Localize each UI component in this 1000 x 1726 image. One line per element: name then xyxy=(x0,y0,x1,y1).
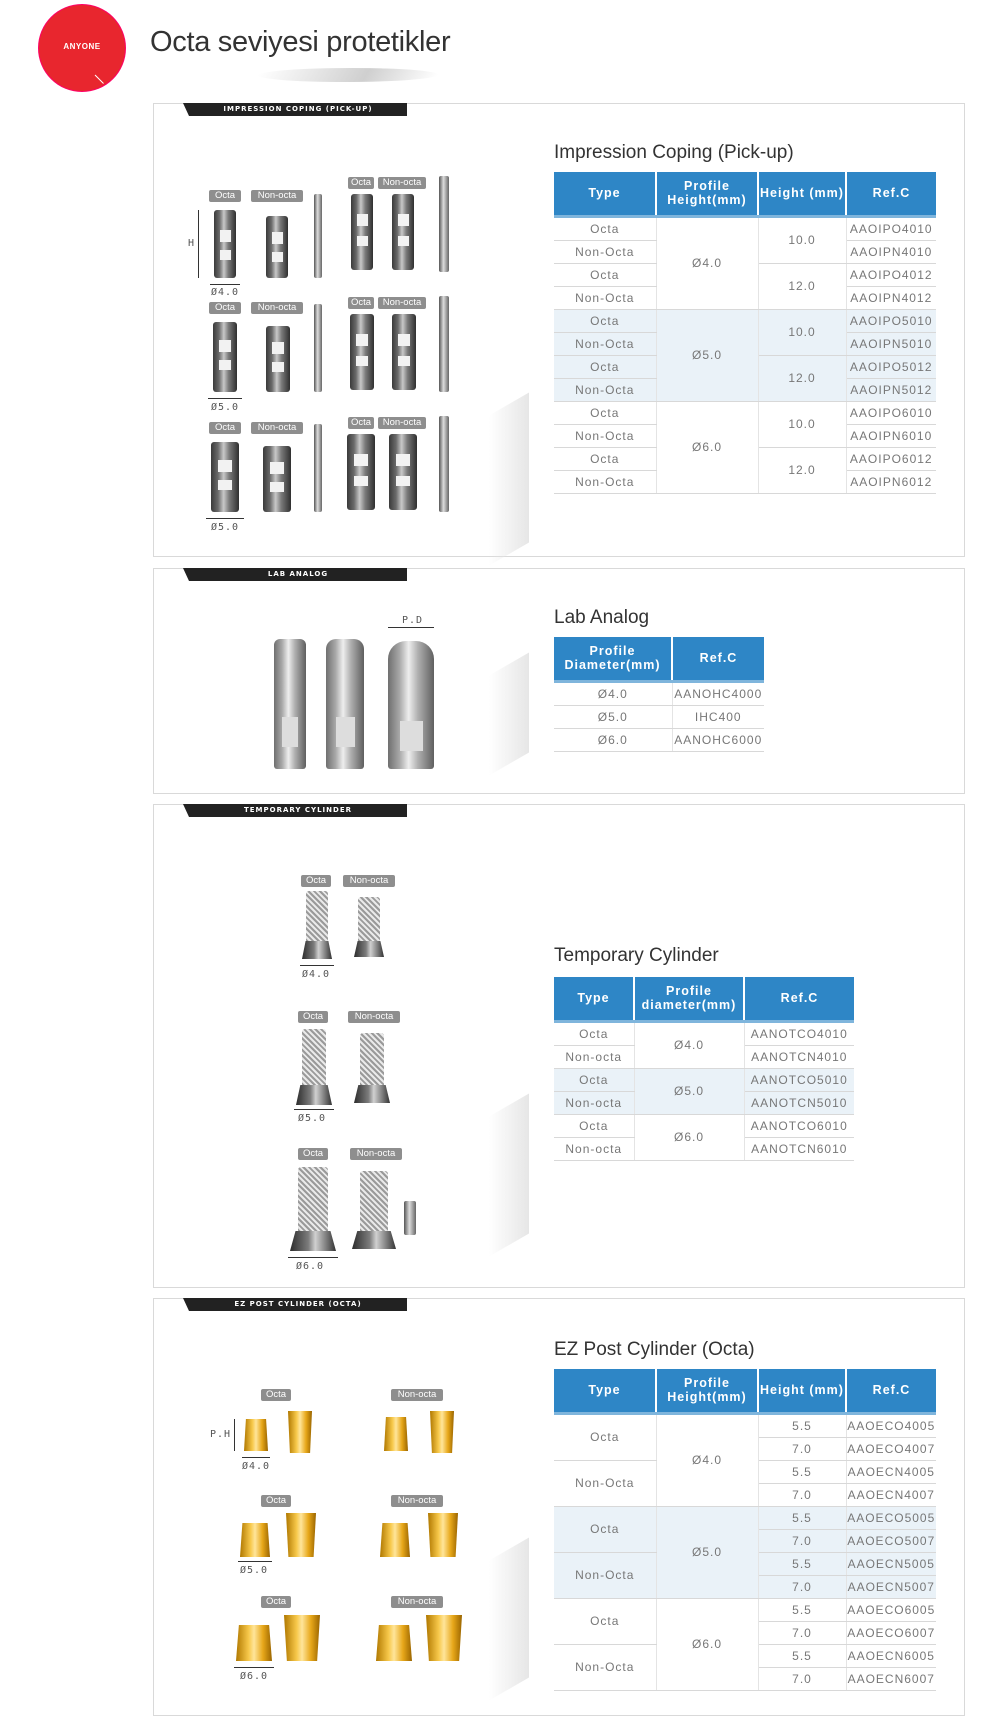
type-cell: Octa xyxy=(554,216,656,240)
ref-cell: AAOECO6005 xyxy=(846,1598,936,1621)
octa-cylinder-base xyxy=(296,1085,332,1105)
profile-cell: Ø6.0 xyxy=(634,1114,744,1160)
height-cell: 7.0 xyxy=(758,1575,846,1598)
octa-chip: Octa xyxy=(298,1148,328,1160)
diameter-label: Ø6.0 xyxy=(296,1261,325,1272)
non-octa-gold-cylinder-tall-figure xyxy=(428,1513,458,1557)
ref-cell: AAOECN4005 xyxy=(846,1460,936,1483)
ref-cell: AAOECO4005 xyxy=(846,1413,936,1437)
type-cell: Octa xyxy=(554,1506,656,1552)
column-header: Profile Height(mm) xyxy=(656,172,758,216)
ref-cell: AAOECN4007 xyxy=(846,1483,936,1506)
octa-gold-cylinder-figure xyxy=(244,1419,268,1451)
diameter-label: Ø5.0 xyxy=(211,402,240,413)
section-title: EZ Post Cylinder (Octa) xyxy=(554,1339,755,1360)
non-octa-coping-wide-figure xyxy=(263,446,291,512)
ref-cell: AAOECN6005 xyxy=(846,1644,936,1667)
octa-cylinder-base xyxy=(290,1231,336,1251)
octa-gold-cylinder-tall-figure xyxy=(284,1615,320,1661)
guide-pin-figure xyxy=(439,176,449,272)
height-cell: 10.0 xyxy=(758,216,846,263)
type-cell: Non-octa xyxy=(554,1137,634,1160)
ref-cell: AANOTCN4010 xyxy=(744,1045,854,1068)
type-cell: Octa xyxy=(554,309,656,332)
ref-cell: AANOTCN6010 xyxy=(744,1137,854,1160)
profile-cell: Ø6.0 xyxy=(656,1598,758,1690)
table-row xyxy=(554,1114,854,1137)
ref-cell: AAOIPO5012 xyxy=(846,355,936,378)
lab-analog-table xyxy=(554,637,764,752)
non-octa-chip: Non-octa xyxy=(251,302,303,314)
column-header: Ref.C xyxy=(672,637,764,681)
column-header: Profile Diameter(mm) xyxy=(554,637,672,681)
non-octa-cylinder-figure xyxy=(358,897,380,941)
type-cell: Octa xyxy=(554,355,656,378)
diameter-label: Ø6.0 xyxy=(240,1671,269,1682)
table-header-row xyxy=(554,637,764,681)
ref-cell: AAOECN5005 xyxy=(846,1552,936,1575)
table-row xyxy=(554,705,764,728)
type-cell: Non-Octa xyxy=(554,378,656,401)
section-title: Impression Coping (Pick-up) xyxy=(554,142,794,163)
type-cell: Non-Octa xyxy=(554,1552,656,1598)
height-cell: 5.5 xyxy=(758,1598,846,1621)
type-cell: Non-octa xyxy=(554,1045,634,1068)
octa-cylinder-figure xyxy=(298,1167,328,1231)
guide-pin-figure xyxy=(439,296,449,392)
ref-cell: AAOIPO6010 xyxy=(846,401,936,424)
non-octa-chip: Non-octa xyxy=(350,1148,402,1160)
table-row xyxy=(554,1068,854,1091)
table-header-row xyxy=(554,1369,936,1413)
type-cell: Octa xyxy=(554,447,656,470)
non-octa-cylinder-base xyxy=(352,1231,396,1249)
diameter-label: Ø4.0 xyxy=(302,969,331,980)
column-header: Profile diameter(mm) xyxy=(634,977,744,1021)
ref-cell: AANOHC6000 xyxy=(672,728,764,751)
height-cell: 5.5 xyxy=(758,1413,846,1437)
column-header: Ref.C xyxy=(846,172,936,216)
height-cell: 5.5 xyxy=(758,1506,846,1529)
guide-pin-figure xyxy=(314,424,322,512)
type-cell: Non-Octa xyxy=(554,1460,656,1506)
octa-chip: Octa xyxy=(261,1389,291,1401)
table-row xyxy=(554,309,936,332)
octa-gold-cylinder-figure xyxy=(236,1625,272,1661)
non-octa-gold-cylinder-figure xyxy=(384,1417,408,1451)
decorative-swoosh xyxy=(489,1093,529,1256)
non-octa-chip: Non-octa xyxy=(348,1011,400,1023)
section-tag: EZ POST CYLINDER (OCTA) xyxy=(189,1298,407,1311)
non-octa-cylinder-base xyxy=(354,941,384,957)
table-header-row xyxy=(554,172,936,216)
diameter-label: Ø4.0 xyxy=(242,1461,271,1472)
profile-cell: Ø4.0 xyxy=(656,216,758,309)
height-cell: 7.0 xyxy=(758,1529,846,1552)
ref-cell: AAOIPN6010 xyxy=(846,424,936,447)
ref-cell: AAOIPO4010 xyxy=(846,216,936,240)
logo-text: ANYONE xyxy=(63,42,101,51)
ref-cell: AAOECO5007 xyxy=(846,1529,936,1552)
table-header-row xyxy=(554,977,854,1021)
octa-chip: Octa xyxy=(298,1011,328,1023)
octa-cylinder-base xyxy=(302,941,332,959)
type-cell: Octa xyxy=(554,263,656,286)
height-cell: 12.0 xyxy=(758,263,846,309)
non-octa-coping-long-figure xyxy=(392,194,414,270)
type-cell: Non-Octa xyxy=(554,286,656,309)
profile-cell: Ø4.0 xyxy=(634,1021,744,1068)
guide-pin-figure xyxy=(439,416,449,512)
non-octa-chip: Non-octa xyxy=(378,297,426,309)
ref-cell: AAOECO5005 xyxy=(846,1506,936,1529)
height-cell: 5.5 xyxy=(758,1644,846,1667)
guide-pin-figure xyxy=(314,194,322,278)
profile-cell: Ø5.0 xyxy=(656,309,758,401)
table-row xyxy=(554,1021,854,1045)
height-cell: 12.0 xyxy=(758,447,846,493)
lab-analog-section xyxy=(153,568,965,794)
table-row xyxy=(554,1413,936,1437)
decorative-swoosh xyxy=(489,1537,529,1700)
non-octa-cylinder-base xyxy=(354,1085,390,1103)
diameter-cell: Ø4.0 xyxy=(554,681,672,705)
octa-chip: Octa xyxy=(348,417,374,429)
ez-post-cylinder-section xyxy=(153,1298,965,1716)
page-title: Octa seviyesi protetikler xyxy=(150,26,451,58)
ref-cell: AAOIPO4012 xyxy=(846,263,936,286)
octa-chip: Octa xyxy=(261,1596,291,1608)
height-cell: 7.0 xyxy=(758,1621,846,1644)
non-octa-coping-figure xyxy=(266,216,288,278)
profile-cell: Ø5.0 xyxy=(656,1506,758,1598)
octa-gold-cylinder-tall-figure xyxy=(288,1411,312,1453)
diameter-label: Ø4.0 xyxy=(211,287,240,298)
title-swoosh xyxy=(254,68,442,82)
type-cell: Non-Octa xyxy=(554,332,656,355)
octa-coping-long-figure xyxy=(350,314,374,390)
temporary-cylinder-section xyxy=(153,804,965,1288)
type-cell: Non-Octa xyxy=(554,470,656,493)
height-cell: 10.0 xyxy=(758,309,846,355)
column-header: Type xyxy=(554,1369,656,1413)
profile-cell: Ø4.0 xyxy=(656,1413,758,1506)
profile-height-label: P.H xyxy=(210,1429,232,1440)
lab-analog-4-figure xyxy=(274,639,306,769)
type-cell: Octa xyxy=(554,1068,634,1091)
octa-chip: Octa xyxy=(301,875,331,887)
height-cell: 7.0 xyxy=(758,1437,846,1460)
ref-cell: AANOTCO5010 xyxy=(744,1068,854,1091)
octa-coping-long-figure xyxy=(347,434,375,510)
height-cell: 5.5 xyxy=(758,1460,846,1483)
guide-pin-figure xyxy=(314,304,322,392)
impression-coping-table xyxy=(554,172,936,494)
octa-gold-cylinder-figure xyxy=(240,1523,270,1557)
non-octa-gold-cylinder-figure xyxy=(376,1625,412,1661)
table-row xyxy=(554,728,764,751)
brand-logo xyxy=(39,5,125,91)
type-cell: Octa xyxy=(554,1021,634,1045)
non-octa-coping-long-figure xyxy=(392,314,416,390)
type-cell: Non-Octa xyxy=(554,1644,656,1690)
ref-cell: AAOIPO6012 xyxy=(846,447,936,470)
ref-cell: AAOIPN5012 xyxy=(846,378,936,401)
lab-analog-6-figure xyxy=(388,641,434,769)
ref-cell: AANOHC4000 xyxy=(672,681,764,705)
non-octa-chip: Non-octa xyxy=(391,1495,443,1507)
non-octa-chip: Non-octa xyxy=(343,875,395,887)
type-cell: Octa xyxy=(554,1114,634,1137)
non-octa-chip: Non-octa xyxy=(251,422,303,434)
table-row xyxy=(554,1506,936,1529)
octa-cylinder-figure xyxy=(302,1029,326,1085)
non-octa-chip: Non-octa xyxy=(251,190,303,202)
impression-coping-section xyxy=(153,103,965,557)
octa-coping-figure xyxy=(213,322,237,392)
non-octa-chip: Non-octa xyxy=(378,417,426,429)
ref-cell: AAOIPN4010 xyxy=(846,240,936,263)
ref-cell: AAOECN5007 xyxy=(846,1575,936,1598)
octa-chip: Octa xyxy=(261,1495,291,1507)
non-octa-chip: Non-octa xyxy=(391,1596,443,1608)
ref-cell: AAOIPN4012 xyxy=(846,286,936,309)
column-header: Type xyxy=(554,172,656,216)
non-octa-gold-cylinder-tall-figure xyxy=(430,1411,454,1453)
profile-cell: Ø5.0 xyxy=(634,1068,744,1114)
section-tag: LAB ANALOG xyxy=(189,568,407,581)
type-cell: Octa xyxy=(554,401,656,424)
profile-diameter-label: P.D xyxy=(402,615,424,626)
table-row xyxy=(554,401,936,424)
ref-cell: AAOIPN5010 xyxy=(846,332,936,355)
non-octa-chip: Non-octa xyxy=(391,1389,443,1401)
column-header: Ref.C xyxy=(846,1369,936,1413)
diameter-label: Ø5.0 xyxy=(240,1565,269,1576)
table-row xyxy=(554,681,764,705)
decorative-swoosh xyxy=(489,392,529,565)
octa-chip: Octa xyxy=(348,177,374,189)
height-cell: 5.5 xyxy=(758,1552,846,1575)
section-tag: TEMPORARY CYLINDER xyxy=(189,804,407,817)
type-cell: Octa xyxy=(554,1413,656,1460)
lab-analog-5-figure xyxy=(326,639,364,769)
height-cell: 10.0 xyxy=(758,401,846,447)
ref-cell: AANOTCO6010 xyxy=(744,1114,854,1137)
type-cell: Octa xyxy=(554,1598,656,1644)
octa-chip: Octa xyxy=(209,190,241,202)
height-label: H xyxy=(188,238,196,249)
ref-cell: AAOECO6007 xyxy=(846,1621,936,1644)
column-header: Profile Height(mm) xyxy=(656,1369,758,1413)
type-cell: Non-octa xyxy=(554,1091,634,1114)
column-header: Height (mm) xyxy=(758,172,846,216)
octa-gold-cylinder-tall-figure xyxy=(286,1513,316,1557)
diameter-cell: Ø6.0 xyxy=(554,728,672,751)
non-octa-cylinder-figure xyxy=(360,1171,388,1231)
height-cell: 12.0 xyxy=(758,355,846,401)
type-cell: Non-Octa xyxy=(554,424,656,447)
octa-coping-wide-figure xyxy=(211,442,239,512)
non-octa-gold-cylinder-tall-figure xyxy=(426,1615,462,1661)
diameter-label: Ø5.0 xyxy=(298,1113,327,1124)
octa-chip: Octa xyxy=(348,297,374,309)
octa-chip: Octa xyxy=(209,302,241,314)
ref-cell: IHC400 xyxy=(672,705,764,728)
octa-coping-long-figure xyxy=(351,194,373,270)
logo-hook-icon xyxy=(95,66,113,84)
non-octa-coping-long-figure xyxy=(389,434,417,510)
ref-cell: AAOIPN6012 xyxy=(846,470,936,493)
screw-figure xyxy=(404,1201,416,1235)
non-octa-cylinder-figure xyxy=(360,1033,384,1085)
ref-cell: AAOECN6007 xyxy=(846,1667,936,1690)
column-header: Ref.C xyxy=(744,977,854,1021)
section-tag: IMPRESSION COPING (PICK-UP) xyxy=(189,103,407,116)
non-octa-gold-cylinder-figure xyxy=(380,1523,410,1557)
ref-cell: AANOTCO4010 xyxy=(744,1021,854,1045)
section-title: Lab Analog xyxy=(554,607,650,628)
column-header: Height (mm) xyxy=(758,1369,846,1413)
octa-coping-figure xyxy=(214,210,236,278)
ez-post-cylinder-table xyxy=(554,1369,936,1691)
non-octa-chip: Non-octa xyxy=(378,177,426,189)
height-cell: 7.0 xyxy=(758,1667,846,1690)
column-header: Type xyxy=(554,977,634,1021)
ref-cell: AAOIPO5010 xyxy=(846,309,936,332)
table-row xyxy=(554,216,936,240)
diameter-label: Ø5.0 xyxy=(211,522,240,533)
section-title: Temporary Cylinder xyxy=(554,945,719,966)
table-row xyxy=(554,1598,936,1621)
decorative-swoosh xyxy=(489,652,529,775)
type-cell: Non-Octa xyxy=(554,240,656,263)
octa-cylinder-figure xyxy=(306,891,328,941)
diameter-cell: Ø5.0 xyxy=(554,705,672,728)
height-cell: 7.0 xyxy=(758,1483,846,1506)
ref-cell: AAOECO4007 xyxy=(846,1437,936,1460)
profile-cell: Ø6.0 xyxy=(656,401,758,493)
non-octa-coping-figure xyxy=(266,326,290,392)
ref-cell: AANOTCN5010 xyxy=(744,1091,854,1114)
octa-chip: Octa xyxy=(209,422,241,434)
temporary-cylinder-table xyxy=(554,977,854,1161)
